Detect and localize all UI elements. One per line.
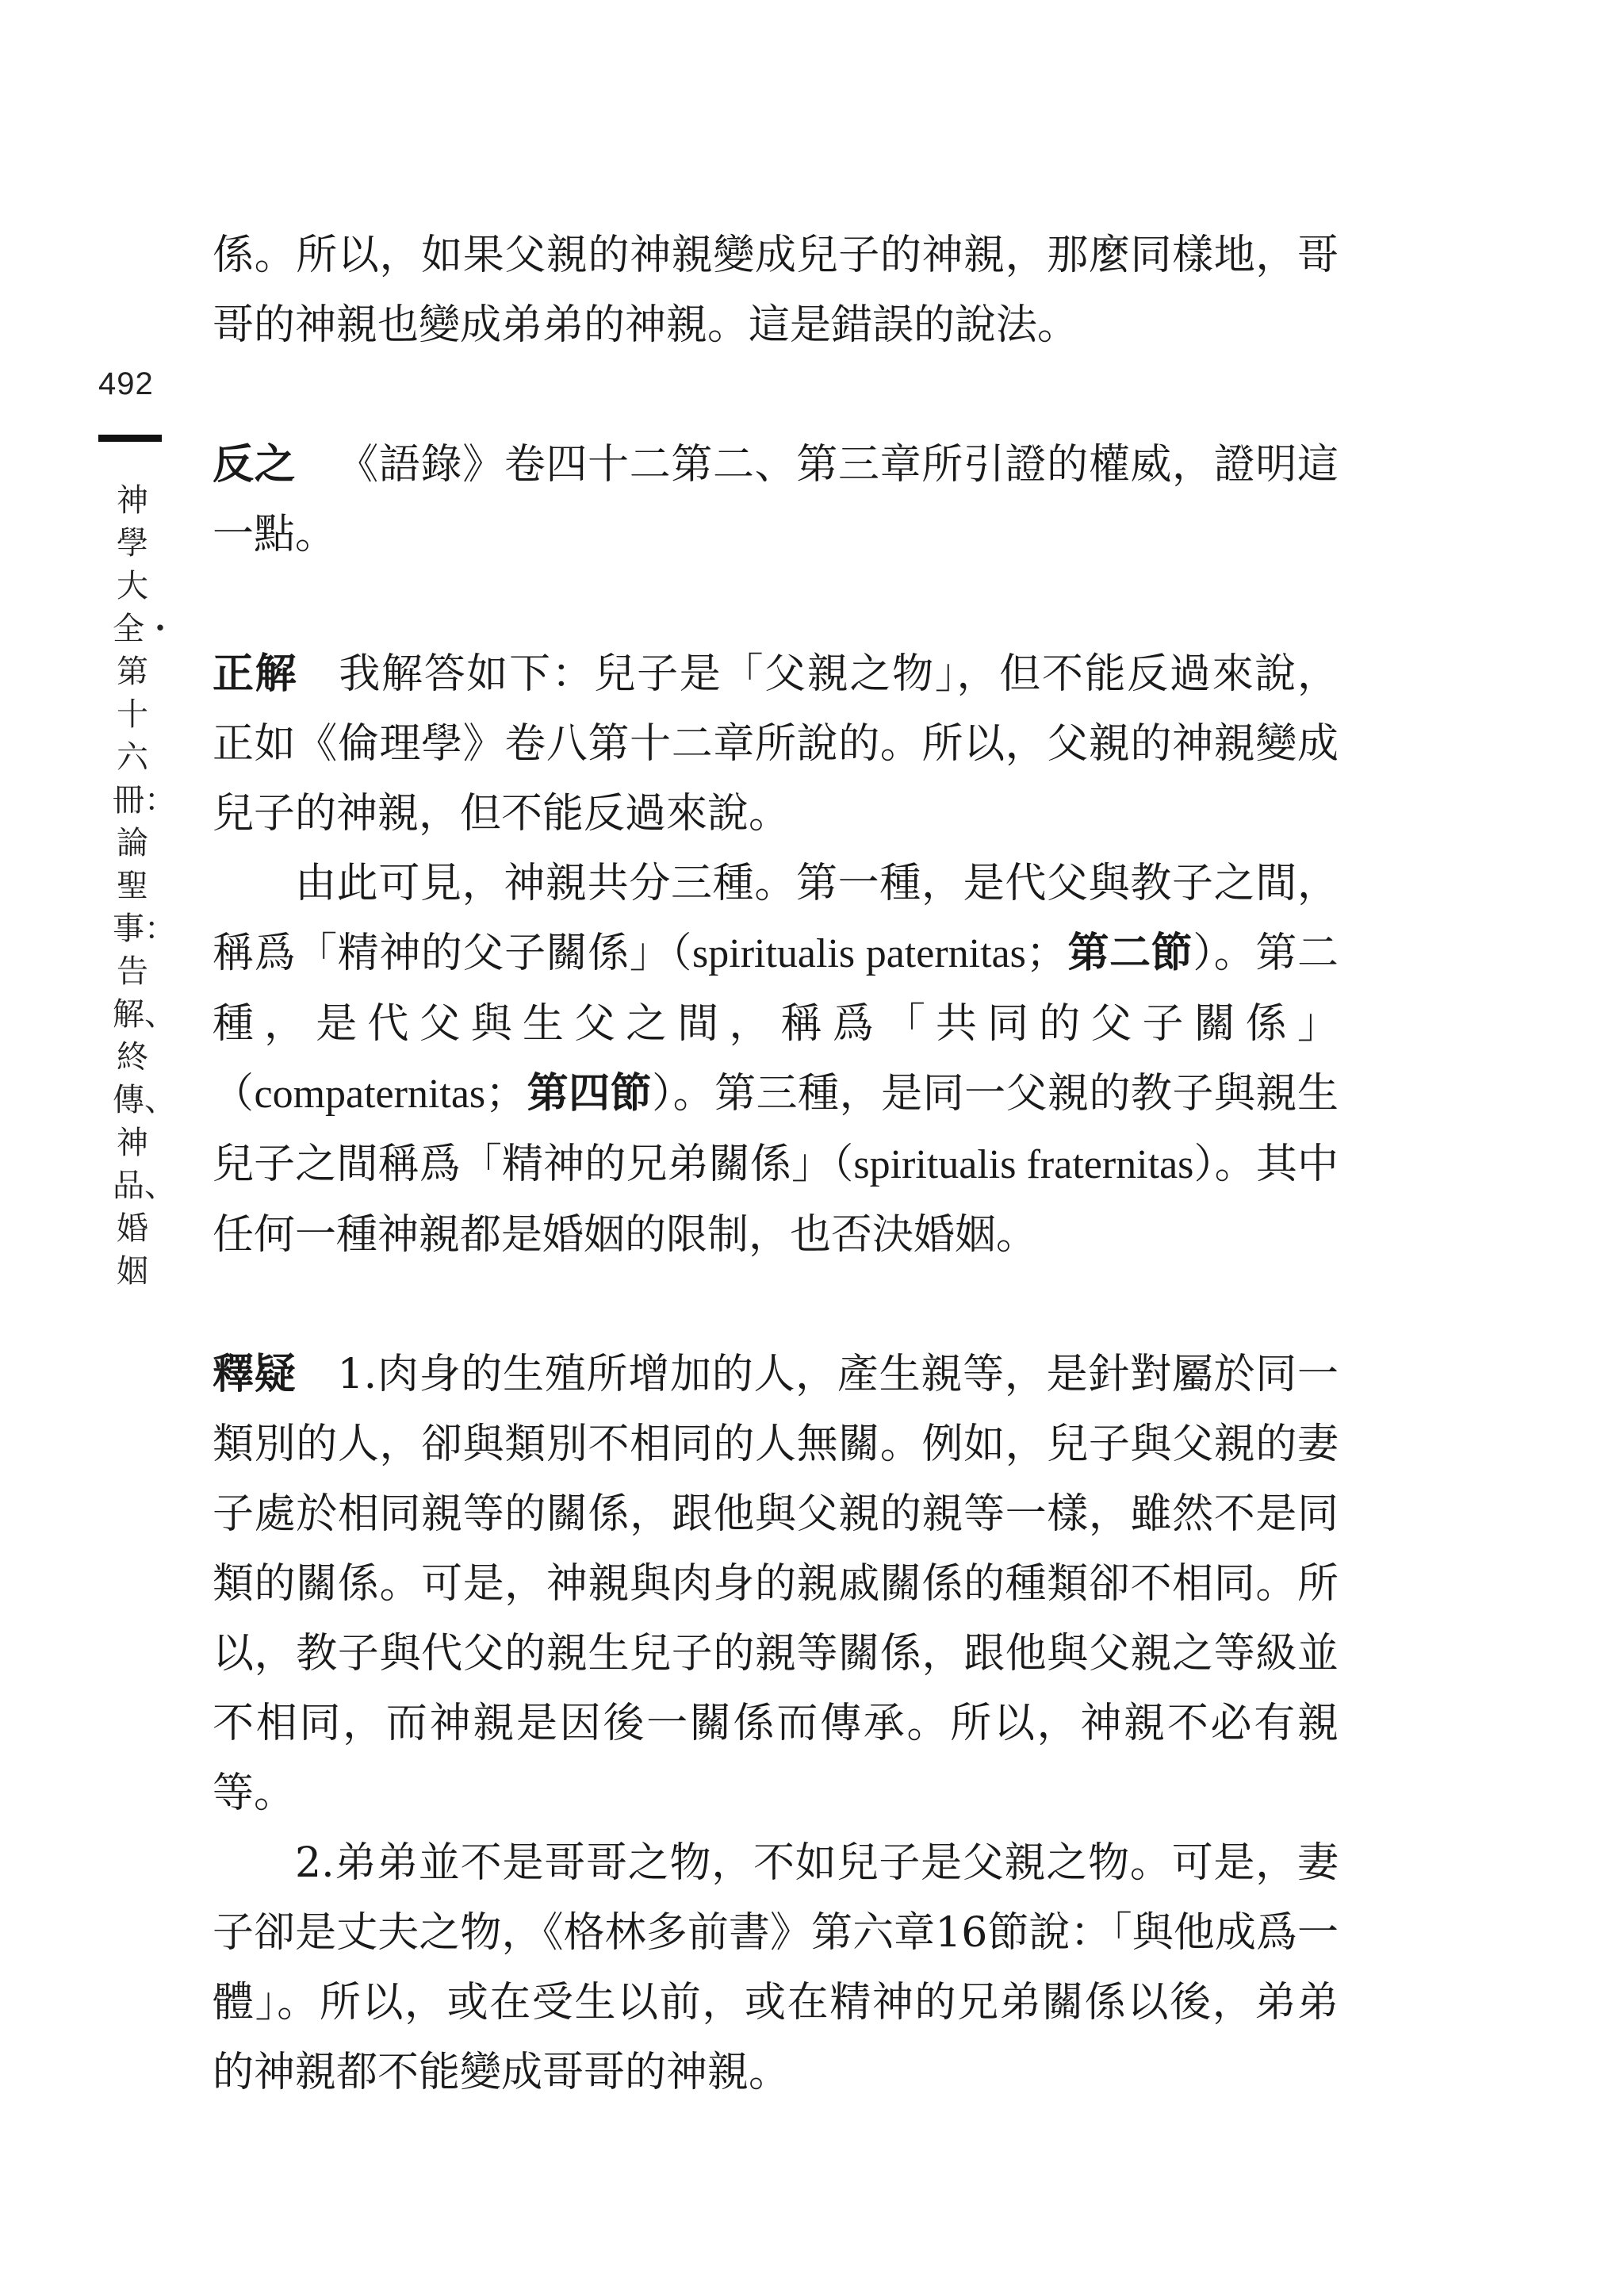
kinds-text-f: ）。其中任何一種神親都是婚姻的限制，也否決婚姻。 xyxy=(213,1141,1339,1259)
paragraph-reply-2: 2.弟弟並不是哥哥之物，不如兒子是父親之物。可是，妻子卻是丈夫之物，《格林多前書》第六章16節說：「與他成爲一體」。所以，或在受生以前，或在精神的兄弟關係以後，弟弟的神親都不能變成哥哥的神親。 xyxy=(213,1839,1339,2096)
kinds-text-a: 由此可見，神親共分三種。第一種，是代父與教子之間，稱爲「精神的父子關係」（ xyxy=(213,860,1339,977)
paragraph-sed-contra xyxy=(213,430,1339,569)
latin-term-2: compaternitas xyxy=(254,1072,486,1117)
latin-term-1: spiritualis paternitas xyxy=(692,931,1026,976)
body-text xyxy=(213,220,1339,2107)
ref-article-2: 第二節 xyxy=(1067,930,1193,977)
paragraph-continuation: 係。所以，如果父親的神親變成兒子的神親，那麼同樣地，哥哥的神親也變成弟弟的神親。這是錯誤的說法。 xyxy=(213,232,1339,349)
paragraph-answer xyxy=(213,639,1339,849)
kinds-text-b: ； xyxy=(1025,930,1067,977)
running-head: 神學大全・第十六冊：論聖事：告解、終傳、神品、婚姻 xyxy=(113,482,176,1290)
paragraph-replies xyxy=(213,1340,1339,1828)
paragraph-kinds xyxy=(213,849,1339,1270)
ref-article-4: 第四節 xyxy=(527,1070,653,1118)
answer-label: 正解 xyxy=(213,650,298,698)
latin-term-3: spiritualis fraternitas xyxy=(853,1142,1194,1187)
sed-contra-text: 《語錄》卷四十二第二、第三章所引證的權威，證明這一點。 xyxy=(213,441,1339,558)
page-number: 492 xyxy=(98,366,154,401)
kinds-text-c: ）。第二種，是代父與生父之間，稱爲「共同的父子關係」（ xyxy=(213,930,1339,1118)
sed-contra-label: 反之 xyxy=(213,441,297,489)
answer-text: 我解答如下：兒子是「父親之物」，但不能反過來說，正如《倫理學》卷八第十二章所說的。所以，父親的神親變成兒子的神親，但不能反過來說。 xyxy=(213,650,1339,838)
kinds-text-e: ）。第三種，是同一父親的教子與親生兒子之間稱爲「精神的兄弟關係」（ xyxy=(213,1070,1339,1188)
kinds-text-d: ； xyxy=(485,1070,527,1118)
side-rule xyxy=(98,435,162,442)
replies-label: 釋疑 xyxy=(213,1351,297,1398)
reply-1-text: 1.肉身的生殖所增加的人，產生親等，是針對屬於同一類別的人，卻與類別不相同的人無關。例如，兒子與父親的妻子處於相同親等的關係，跟他與父親的親等一樣，雖然不是同類的關係。可是，神親與肉身的親戚關係的種類卻不相同。所以，教子與代父的親生兒子的親等關係，跟他與父親之等級並不相同，而神親是因後一關係而傳承。所以，神親不必有親等。 xyxy=(213,1351,1339,1817)
